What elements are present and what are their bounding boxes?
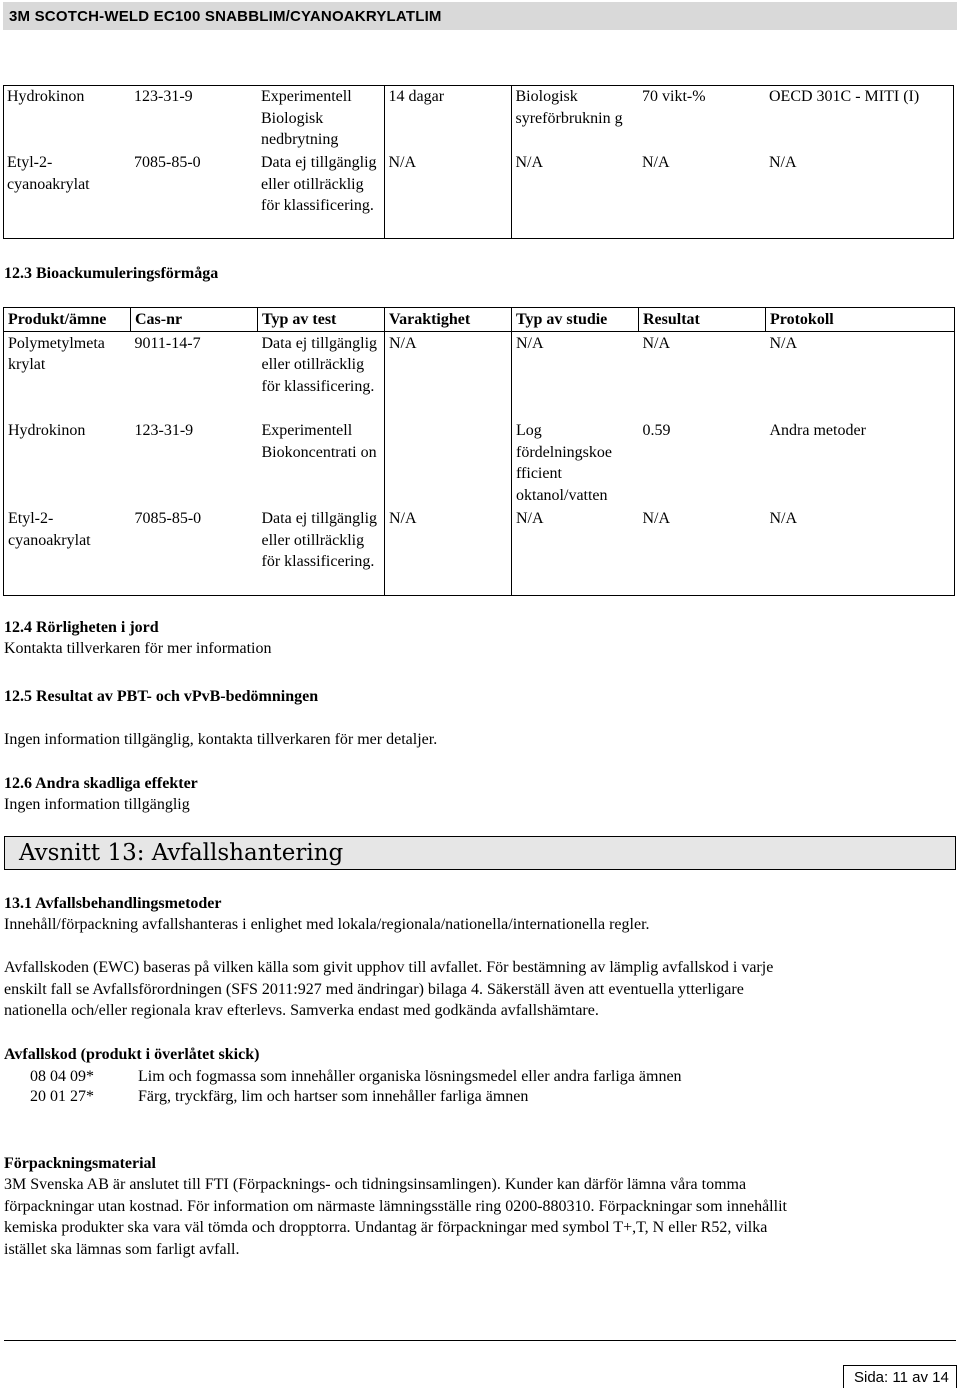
cell-test-type: Data ej tillgänglig eller otillräcklig för klassificering. bbox=[261, 154, 377, 214]
section-heading-12-3: 12.3 Bioackumuleringsförmåga bbox=[4, 265, 219, 282]
cell-result: N/A bbox=[639, 507, 766, 595]
column-header: Produkt/ämne bbox=[4, 308, 131, 332]
paragraph-line: förpackningar utan kostnad. För information om närmaste lämningsställe ring 0200-880310. Förpackningar som innehållit bbox=[4, 1198, 787, 1215]
column-header: Typ av test bbox=[258, 308, 385, 332]
paragraph-line: 3M Svenska AB är anslutet till FTI (Förpacknings- och tidningsinsamlingen). Kunder kan därför lämna våra tomma bbox=[4, 1176, 747, 1193]
cell-result: 70 vikt-% bbox=[642, 88, 706, 105]
cell-study-type: Biologisk syreförbruknin g bbox=[511, 85, 638, 151]
table-row bbox=[4, 507, 955, 595]
cell-test-type: Data ej tillgänglig eller otillräcklig för klassificering. bbox=[261, 334, 378, 395]
degradation-table-border bbox=[3, 85, 954, 239]
table-header-row bbox=[4, 308, 955, 332]
paragraph-line: enskilt fall se Avfallsförordningen (SFS 2011:927 med ändringar) bilaga 4. Säkerställ även att eventuella ytterligare bbox=[4, 981, 744, 998]
cell-substance: Polymetylmeta krylat bbox=[4, 331, 131, 419]
section-text-12-6: Ingen information tillgänglig bbox=[4, 796, 190, 813]
cell-substance: Hydrokinon bbox=[4, 419, 131, 507]
section-text-12-5: Ingen information tillgänglig, kontakta tillverkaren för mer detaljer. bbox=[4, 731, 438, 748]
waste-code-description: Lim och fogmassa som innehåller organiska lösningsmedel eller andra farliga ämnen bbox=[138, 1068, 682, 1085]
cell-duration: 14 dagar bbox=[384, 85, 511, 151]
cell-substance: Hydrokinon bbox=[7, 88, 85, 105]
table-row bbox=[4, 331, 955, 419]
cell-test-type: Experimentell Biokoncentrati on bbox=[261, 422, 377, 461]
cell-test-type: Experimentell Biologisk nedbrytning bbox=[261, 88, 352, 148]
section-heading-13-1: 13.1 Avfallsbehandlingsmetoder bbox=[4, 895, 222, 912]
cell-protocol: OECD 301C - MITI (I) bbox=[769, 88, 920, 105]
waste-code-heading: Avfallskod (produkt i överlåtet skick) bbox=[4, 1046, 260, 1063]
cell-result: N/A bbox=[642, 154, 670, 171]
cell-protocol: N/A bbox=[766, 507, 955, 595]
cell-protocol: N/A bbox=[769, 154, 797, 171]
cell-duration: N/A bbox=[385, 331, 512, 419]
section-text-12-4: Kontakta tillverkaren för mer information bbox=[4, 640, 272, 657]
cell-test-type: Data ej tillgänglig eller otillräcklig för klassificering. bbox=[258, 507, 385, 595]
paragraph-line: Avfallskoden (EWC) baseras på vilken källa som givit upphov till avfallet. För bestämning av lämplig avfallskod i varje bbox=[4, 959, 774, 976]
waste-code-row bbox=[0, 1086, 960, 1108]
cell-protocol: N/A bbox=[766, 331, 955, 419]
column-header: Typ av studie bbox=[512, 308, 639, 332]
bioaccumulation-table bbox=[3, 307, 955, 596]
column-header: Protokoll bbox=[766, 308, 955, 332]
cell-result: 0.59 bbox=[642, 422, 671, 439]
cell-cas: 7085-85-0 bbox=[131, 507, 258, 595]
footer-divider bbox=[4, 1340, 956, 1341]
table-row bbox=[4, 419, 955, 507]
cell-study-type: Log fördelningskoe fficient oktanol/vatten bbox=[512, 419, 639, 507]
cell-protocol: Andra metoder bbox=[766, 419, 955, 507]
packaging-heading: Förpackningsmaterial bbox=[4, 1155, 156, 1172]
cell-duration bbox=[385, 419, 512, 507]
section-text-13-1: Innehåll/förpackning avfallshanteras i enlighet med lokala/regionala/nationella/internationella regler. bbox=[4, 916, 650, 933]
section-heading-12-4: 12.4 Rörligheten i jord bbox=[4, 619, 159, 636]
document-title: 3M SCOTCH-WELD EC100 SNABBLIM/CYANOAKRYLATLIM bbox=[9, 8, 442, 25]
waste-code-description: Färg, tryckfärg, lim och hartser som innehåller farliga ämnen bbox=[138, 1088, 529, 1105]
column-header: Resultat bbox=[639, 308, 766, 332]
waste-code: 08 04 09* bbox=[30, 1068, 94, 1085]
paragraph-line: istället ska lämnas som farligt avfall. bbox=[4, 1241, 240, 1258]
section-heading-12-6: 12.6 Andra skadliga effekter bbox=[4, 775, 198, 792]
cell-substance: Etyl-2-cyanoakrylat bbox=[4, 507, 131, 595]
cell-cas: 123-31-9 bbox=[134, 422, 194, 439]
document-header bbox=[3, 2, 957, 30]
paragraph-line: kemiska produkter ska vara väl tömda och dropptorra. Undantag är förpackningar med symbol T+,T, N eller R52, vilka bbox=[4, 1219, 768, 1236]
cell-study-type: N/A bbox=[512, 507, 639, 595]
paragraph-line: nationella och/eller regionala krav efterlevs. Samverka endast med godkända avfallshämtare. bbox=[4, 1002, 599, 1019]
cell-substance: Etyl-2-cyanoakrylat bbox=[7, 154, 90, 193]
cell-result: N/A bbox=[642, 334, 671, 352]
column-header: Cas-nr bbox=[131, 308, 258, 332]
section-13-title-bar bbox=[4, 836, 956, 870]
waste-code-row bbox=[0, 1066, 960, 1088]
cell-cas: 7085-85-0 bbox=[134, 154, 201, 171]
section-heading-12-5: 12.5 Resultat av PBT- och vPvB-bedömningen bbox=[4, 688, 319, 705]
section-13-title: Avsnitt 13: Avfallshantering bbox=[19, 840, 344, 866]
column-header: Varaktighet bbox=[385, 308, 512, 332]
cell-cas: 9011-14-7 bbox=[134, 334, 201, 352]
page-number-box bbox=[843, 1365, 957, 1388]
cell-duration: N/A bbox=[385, 507, 512, 595]
cell-cas: 123-31-9 bbox=[134, 88, 193, 105]
waste-code: 20 01 27* bbox=[30, 1088, 94, 1105]
cell-study-type: N/A bbox=[512, 331, 639, 419]
cell-study-type: N/A bbox=[511, 151, 638, 239]
cell-duration: N/A bbox=[384, 151, 511, 239]
page-number: Sida: 11 av 14 bbox=[854, 1369, 949, 1386]
